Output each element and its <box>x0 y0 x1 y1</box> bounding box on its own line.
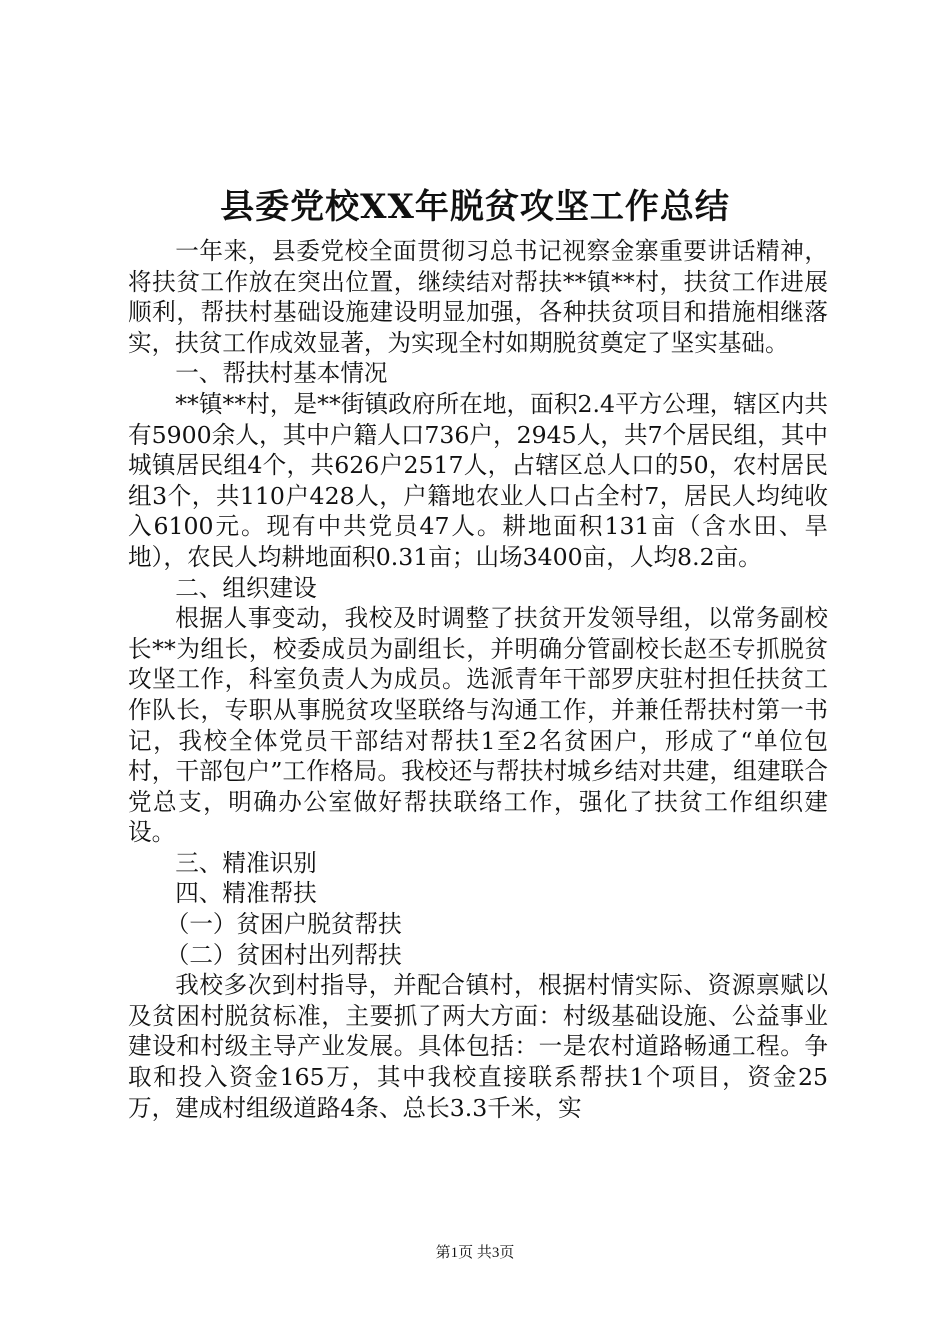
section-heading-4: 四、精准帮扶 <box>175 879 317 908</box>
document-body <box>128 236 828 1123</box>
document-title: 县委党校XX年脱贫攻坚工作总结 <box>220 187 730 227</box>
paragraph-intro: 一年来，县委党校全面贯彻习总书记视察金寨重要讲话精神，将扶贫工作放在突出位置，继续结对帮扶**镇**村，扶贫工作进展顺利，帮扶村基础设施建设明显加强，各种扶贫项目和措施相继落实，扶贫工作成效显著，为实现全村如期脱贫奠定了坚实基础。 <box>128 237 828 357</box>
page-footer: 第1页 共3页 <box>435 1245 515 1261</box>
subsection-heading-1: （一）贫困户脱贫帮扶 <box>165 910 402 939</box>
paragraph-village-info: **镇**村，是**街镇政府所在地，面积2.4平方公理，辖区内共有5900余人，其中户籍人口736户，2945人，共7个居民组，其中城镇居民组4个，共626户2517人，占辖区总人口的50，农村居民组3个，共110户428人，户籍地农业人口占全村7，居民人均纯收入6100元。现有中共党员47人。耕地面积131亩（含水田、旱地），农民人均耕地面积0.31亩；山场3400亩，人均8.2亩。 <box>128 389 828 571</box>
section-heading-2: 二、组织建设 <box>175 573 317 602</box>
paragraph-village-exit: 我校多次到村指导，并配合镇村，根据村情实际、资源禀赋以及贫困村脱贫标准，主要抓了两大方面：村级基础设施、公益事业建设和村级主导产业发展。具体包括：一是农村道路畅通工程。争取和投入资金165万，其中我校直接联系帮扶1个项目，资金25万，建成村组级道路4条、总长3.3千米，实 <box>128 971 828 1122</box>
subsection-heading-2: （二）贫困村出列帮扶 <box>165 940 402 969</box>
paragraph-organization: 根据人事变动，我校及时调整了扶贫开发领导组，以常务副校长**为组长，校委成员为副组长，并明确分管副校长赵丕专抓脱贫攻坚工作，科室负责人为成员。选派青年干部罗庆驻村担任扶贫工作队长，专职从事脱贫攻坚联络与沟通工作，并兼任帮扶村第一书记，我校全体党员干部结对帮扶1至2名贫困户，形成了“单位包村，干部包户”工作格局。我校还与帮扶村城乡结对共建，组建联合党总支，明确办公室做好帮扶联络工作，强化了扶贫工作组织建设。 <box>128 604 828 847</box>
section-heading-3: 三、精准识别 <box>175 848 317 877</box>
section-heading-1: 一、帮扶村基本情况 <box>175 359 388 388</box>
